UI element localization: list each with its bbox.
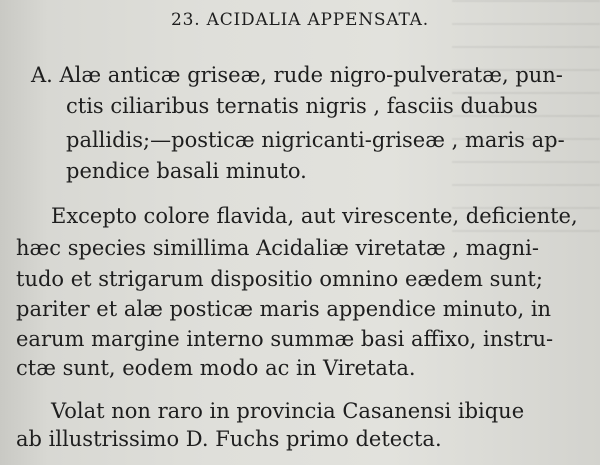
comparison-line-2: hæc species simillima Acidaliæ viretatæ , magni-	[16, 236, 539, 260]
description-line-4: pendice basali minuto.	[66, 159, 307, 183]
description-line-2: ctis ciliaribus ternatis nigris , fasciis duabus	[66, 94, 538, 118]
species-heading: 23. ACIDALIA APPENSATA.	[171, 10, 429, 30]
comparison-line-6: ctæ sunt, eodem modo ac in Viretata.	[16, 356, 416, 380]
habitat-line-1: Volat non raro in provincia Casanensi ibique	[51, 399, 525, 423]
comparison-line-5: earum margine interno summæ basi affixo, instru-	[16, 327, 554, 351]
habitat-line-2: ab illustrissimo D. Fuchs primo detecta.	[16, 427, 442, 451]
comparison-line-3: tudo et strigarum dispositio omnino eædem sunt;	[16, 267, 543, 291]
description-line-3: pallidis;—posticæ nigricanti-griseæ , maris ap-	[66, 128, 565, 152]
comparison-line-4: pariter et alæ posticæ maris appendice minuto, in	[16, 297, 552, 321]
description-line-1: A. Alæ anticæ griseæ, rude nigro-pulveratæ, pun-	[31, 63, 563, 87]
comparison-line-1: Excepto colore flavida, aut virescente, deficiente,	[51, 204, 578, 228]
